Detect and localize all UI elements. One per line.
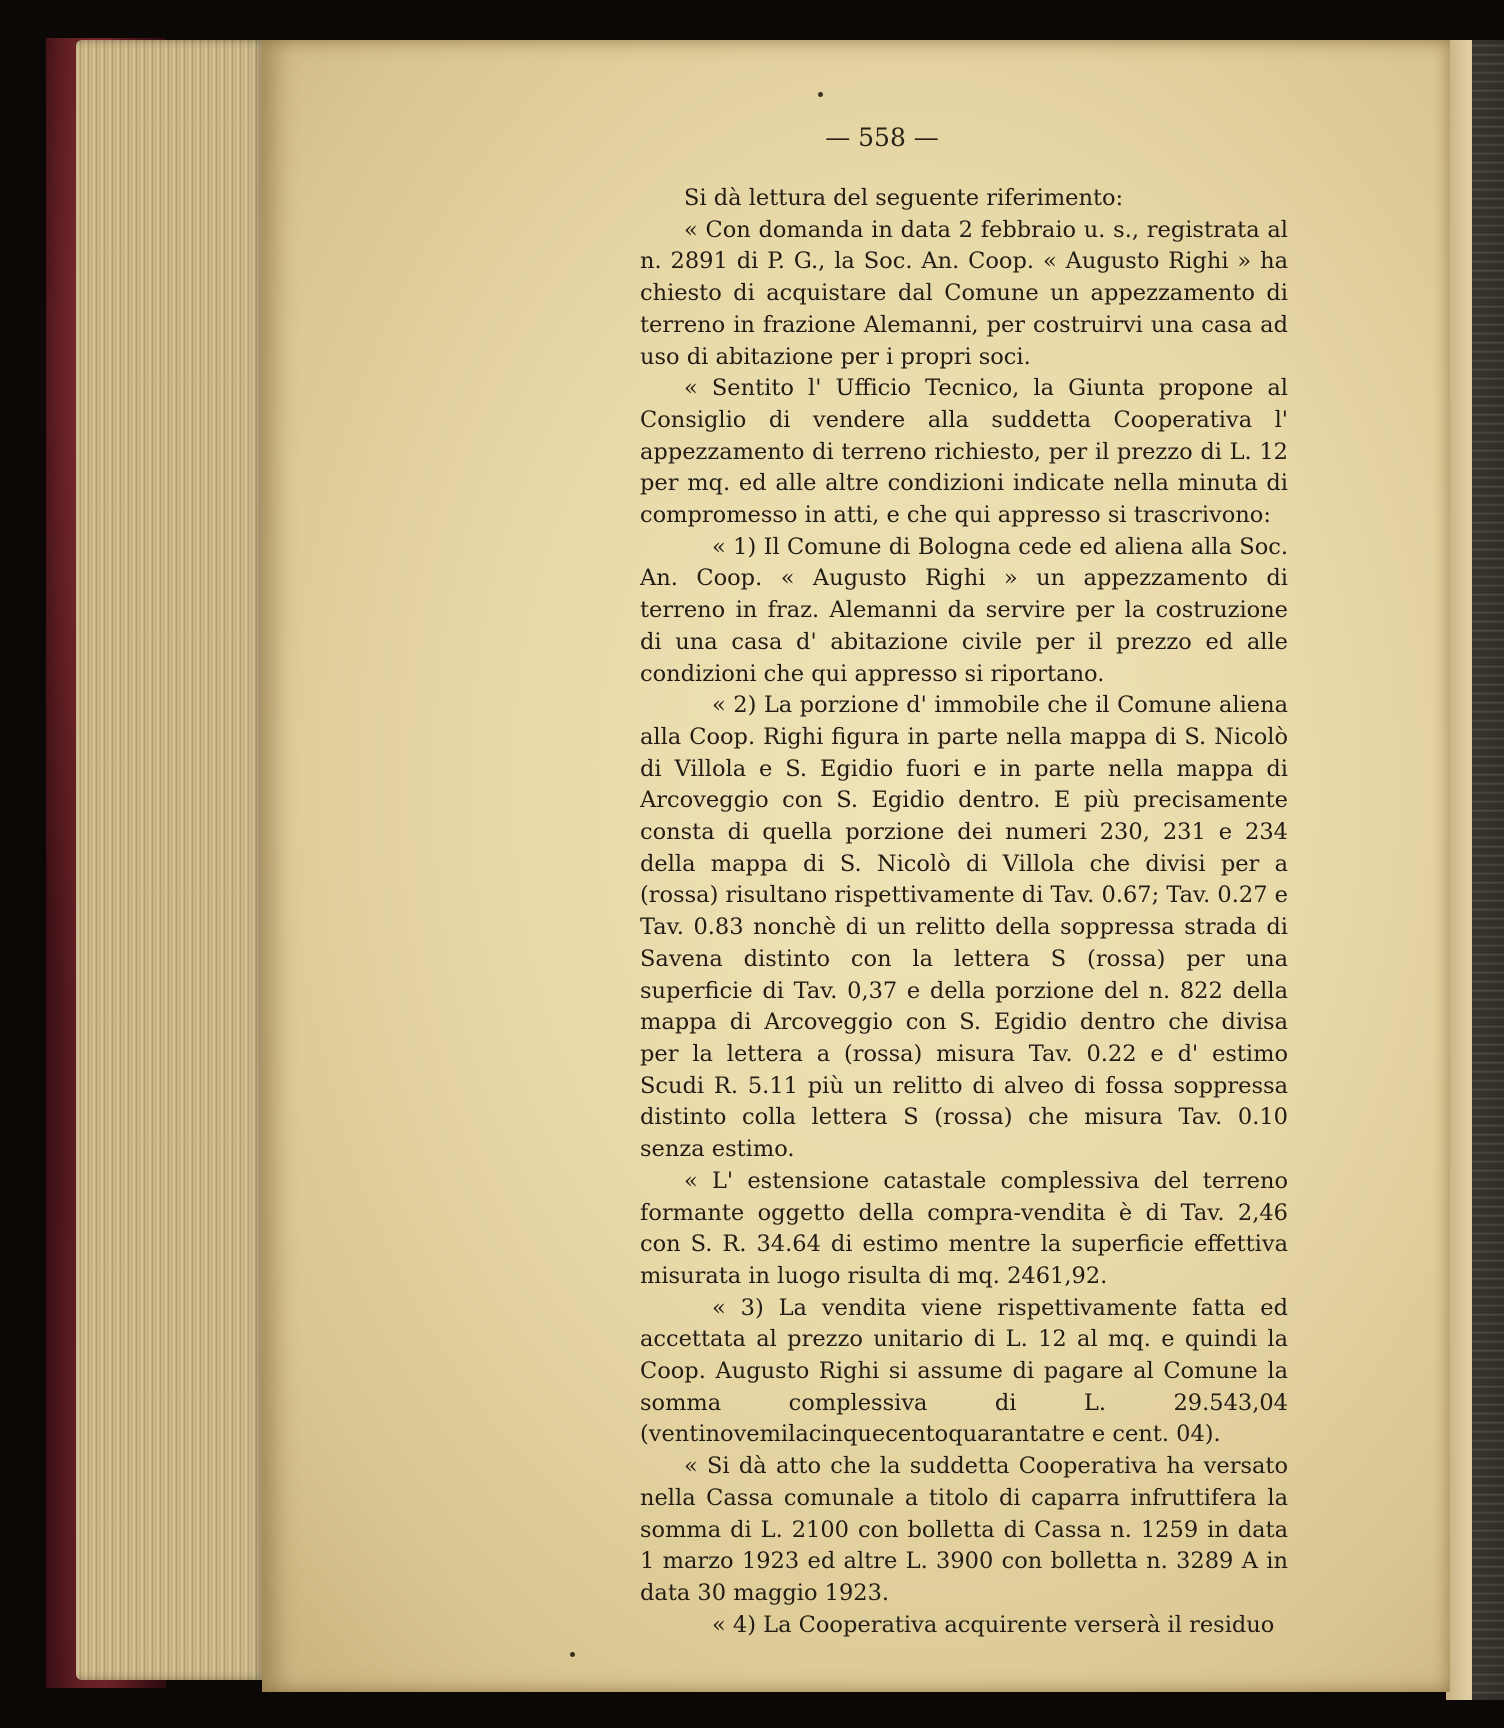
- page-number: — 558 —: [825, 123, 939, 152]
- paragraph-proposal: « Sentito l' Ufficio Tecnico, la Giunta propone al Consiglio di vendere alla suddetta Cooperativa l' appezzamento di terreno richiesto, per il prezzo di L. 12 per mq. ed alle altre condizioni indicate nella minuta di compromesso in atti, e che qui appresso si trascrivono:: [640, 375, 1288, 529]
- ink-speck: [818, 92, 823, 97]
- paragraph-deposit: « Si dà atto che la suddetta Cooperativa ha versato nella Cassa comunale a titolo di caparra infruttifera la somma di L. 2100 con bolletta di Cassa n. 1259 in data 1 marzo 1923 ed altre L. 3900 con bolletta n. 3289 A in data 30 maggio 1923.: [640, 1453, 1288, 1606]
- scanner-border: [1472, 40, 1504, 1700]
- body-text: [640, 183, 1288, 1641]
- paragraph-request: « Con domanda in data 2 febbraio u. s., registrata al n. 2891 di P. G., la Soc. An. Coop. « Augusto Righi » ha chiesto di acquistare dal Comune un appezzamento di terreno in frazione Alemanni, per costruirvi una casa ad uso di abitazione per i propri soci.: [640, 216, 1288, 370]
- page-stack-edges: [76, 40, 266, 1680]
- paragraph-clause-4: « 4) La Cooperativa acquirente verserà il residuo: [712, 1611, 1275, 1638]
- paragraph-clause-1: « 1) Il Comune di Bologna cede ed aliena alla Soc. An. Coop. « Augusto Righi » un appezzamento di terreno in fraz. Alemanni da servire per la costruzione di una casa d' abitazione civile per il prezzo ed alle condizioni che qui appresso si riportano.: [640, 533, 1288, 687]
- paragraph-extension: « L' estensione catastale complessiva del terreno formante oggetto della compra-vendita è di Tav. 2,46 con S. R. 34.64 di estimo mentre la superficie effettiva misurata in luogo risulta di mq. 2461,92.: [640, 1167, 1288, 1289]
- paragraph-clause-3: « 3) La vendita viene rispettivamente fatta ed accettata al prezzo unitario di L. 12 al mq. e quindi la Coop. Augusto Righi si assume di pagare al Comune la somma complessiva di L. 29.543,04 (ventinovemilacinquecentoquarantatre e cent. 04).: [640, 1294, 1288, 1448]
- paragraph-reading-notice: Si dà lettura del seguente riferimento:: [684, 185, 1124, 211]
- ink-speck: [570, 1652, 575, 1657]
- paragraph-clause-2: « 2) La porzione d' immobile che il Comune aliena alla Coop. Righi figura in parte nella mappa di S. Nicolò di Villola e S. Egidio fuori e in parte nella mappa di Arcoveggio con S. Egidio dentro. E più precisamente consta di quella porzione dei numeri 230, 231 e 234 della mappa di S. Nicolò di Villola che divisi per a (rossa) risultano rispettivamente di Tav. 0.67; Tav. 0.27 e Tav. 0.83 nonchè di un relitto della soppressa strada di Savena distinto con la lettera S (rossa) per una superficie di Tav. 0,37 e della porzione del n. 822 della mappa di Arcoveggio con S. Egidio dentro che divisa per la lettera a (rossa) misura Tav. 0.22 e d' estimo Scudi R. 5.11 più un relitto di alveo di fossa soppressa distinto colla lettera S (rossa) che misura Tav. 0.10 senza estimo.: [640, 692, 1288, 1163]
- book-page: [262, 40, 1450, 1692]
